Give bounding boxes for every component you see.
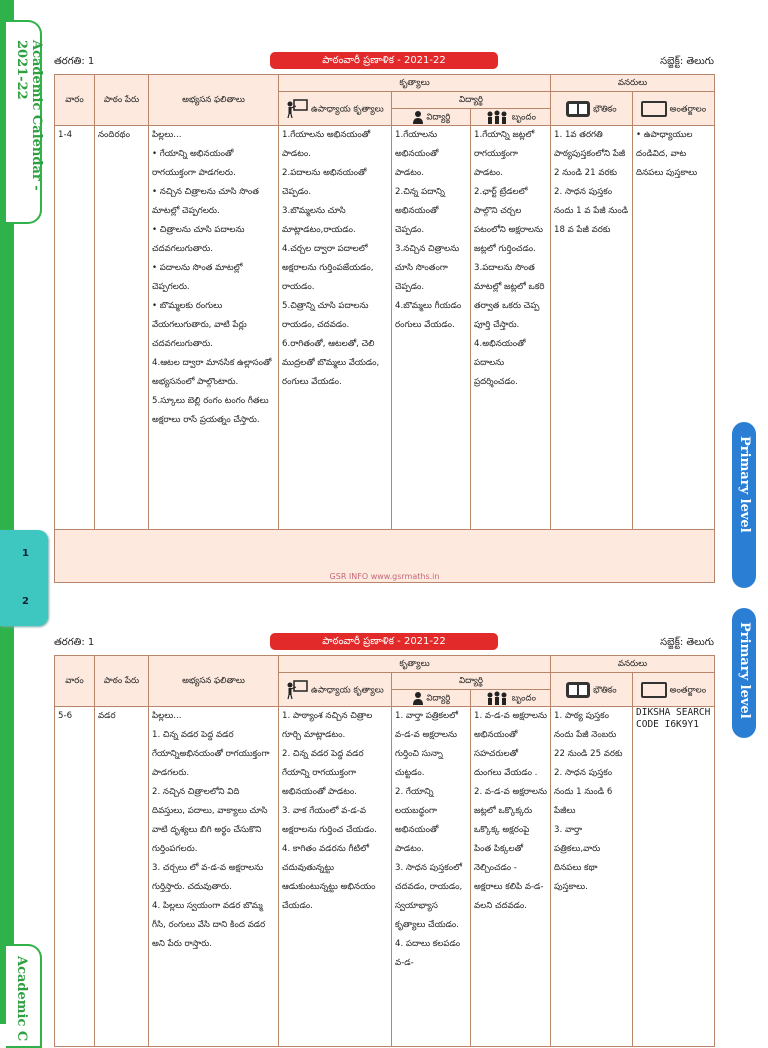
group-item: 2.ఛార్ట్ ట్రేడలలో పాల్గొని చర్చల పటంలోని అక్షరాలను జట్లలో గుర్తించడం. <box>474 187 544 254</box>
col-students: విద్యార్థి <box>392 673 551 690</box>
col-resources: వనరులు <box>551 75 715 92</box>
individual-item: 4. పదాలు కలపడం వ-డ- <box>395 939 461 968</box>
physical-label: భౌతికం <box>593 685 617 695</box>
teacher-activities-cell <box>279 707 392 1047</box>
teacher-board-icon <box>286 680 308 700</box>
col-week: వారం <box>55 656 95 707</box>
lesson-plan-section-1 <box>54 52 714 583</box>
col-week: వారం <box>55 75 95 126</box>
group-label: బృందం <box>511 112 536 123</box>
student-icon <box>412 691 424 705</box>
col-students: విద్యార్థి <box>392 92 551 109</box>
individual-item: 4.బొమ్మలు గీయడం రంగులు వేయడం. <box>395 301 462 330</box>
outcome-item: • చిత్రాలను చూసి పదాలను చదవగలుగుతారు. <box>152 225 245 254</box>
teacher-activity-item: 1. పాఠ్యాంశ నచ్చిన చిత్రాల గూర్చి మాట్లాడటం. <box>282 711 373 740</box>
book-icon <box>566 101 590 117</box>
col-activities: కృత్యాలు <box>279 656 551 673</box>
section-header <box>54 633 714 655</box>
individual-item: 1.గేయాలను అభినయంతో పాడటం. <box>395 130 439 178</box>
col-outcomes: అభ్యసన ఫలితాలు <box>149 75 279 126</box>
section-header <box>54 52 714 74</box>
physical-item: 3. వార్తా పత్రికలు,వారు దినపలు కథా పుస్తకాలు. <box>554 825 601 892</box>
outcome-item: 1. చిన్న వడర పెద్ద వడర గేయాన్నిఅభినయంతో రాగయుక్తంగా పాడగలరు. <box>152 730 270 778</box>
col-teacher-activities <box>279 92 392 126</box>
individual-item: 3.నచ్చిన చిత్రాలను చూసి సొంతంగా చెప్పడం. <box>395 244 460 292</box>
col-individual <box>392 690 471 707</box>
individual-label: విద్యార్థి <box>426 112 451 123</box>
calendar-side-tab <box>6 20 42 224</box>
col-group <box>471 690 551 707</box>
primary-level-tab-1 <box>732 422 756 588</box>
lesson-plan-table <box>54 74 715 583</box>
teacher-activity-item: 6.రాగితంతో, ఆటలతో, చెలి ముద్రలతో బొమ్మలు వేయడం, రంగులు వేయడం. <box>282 339 380 387</box>
outcome-item: • గేయాన్ని అభినయంతో రాగయుక్తంగా పాడగలరు. <box>152 149 236 178</box>
group-cell <box>471 707 551 1047</box>
lesson-plan-section-2 <box>54 633 714 1047</box>
teacher-activity-item: 4.చర్చల ద్వారా పదాలలో అక్షరాలను గుర్తింపజేయడం, రాయడం. <box>282 244 374 292</box>
outcome-item: • పదాలను సొంత మాటల్లో చెప్పగలరు. <box>152 263 243 292</box>
internet-item: • ఉపాధ్యాయుల దండివిద, వాట దినపలు పుస్తకాలు <box>636 130 698 178</box>
student-icon <box>412 110 424 124</box>
group-icon <box>485 110 509 124</box>
class-label: తరగతి: 1 <box>54 637 95 648</box>
diksha-code: DIKSHA SEARCH CODE I6K9Y1 <box>636 707 711 730</box>
plan-title: పాఠంవారీ ప్రణాళిక - 2021-22 <box>270 52 498 69</box>
group-icon <box>485 691 509 705</box>
internet-label: అంతర్జాలం <box>669 685 707 695</box>
outcome-item: 2. నచ్చిన చిత్రాలలోని విది దివస్తులు, పదాలు, వాక్యాలు చూసి వాటి దృశ్యలు బిగి అర్థం చేసుకొని గుర్తింపగలరు. <box>152 787 268 854</box>
outcome-item: • నచ్చిన చిత్రాలను చూసి సొంత మాటల్లో చెప్పగలరు. <box>152 187 259 216</box>
col-individual <box>392 109 471 126</box>
physical-item: 2. సాధన పుస్తకం నందు 1 నుండి 6 పేజీలు <box>554 768 613 816</box>
footer-credit: GSR INFO www.gsrmaths.in <box>329 572 440 581</box>
physical-cell <box>551 707 633 1047</box>
outcomes-intro: పిల్లలు... <box>152 130 182 140</box>
outcome-item: • బొమ్మలకు రంగులు వేయగలుగుతారు, వాటి పేర్లు చదవగలుగుతారు. <box>152 301 247 349</box>
table-row <box>55 126 715 530</box>
group-cell <box>471 126 551 530</box>
teacher-activity-item: 2.పదాలను అభినయంతో చెప్పడం. <box>282 168 367 197</box>
lesson-cell: నందిరథం <box>95 126 149 530</box>
col-lesson: పాఠం పేరు <box>95 75 149 126</box>
teacher-activities-cell <box>279 126 392 530</box>
subject-label: సబ్జెక్ట్: తెలుగు <box>660 56 714 67</box>
group-item: 3.పదాలను సొంత మాటల్లో జట్లలో ఒకరి తర్వాత ఒకరు చెప్ప పూర్తి చేస్తారు. <box>474 263 545 330</box>
physical-item: 1. పాఠ్య పుస్తకం నందు పేజీ నెంబరు 22 నుండి 25 వరకు <box>554 711 623 759</box>
individual-item: 1. వార్తా పత్రికలలో వ-డ-వ అక్షరాలను గుర్తించి సున్నా చుట్టడం. <box>395 711 458 778</box>
teacher-activities-label: ఉపాధ్యాయ కృత్యాలు <box>311 685 384 695</box>
page-tabs[interactable] <box>0 530 48 626</box>
teacher-activity-item: 3.బొమ్మలను చూసి మాట్లాడటం,రాయడం. <box>282 206 356 235</box>
col-internet <box>633 92 715 126</box>
outcomes-cell <box>149 707 279 1047</box>
page-tab-1[interactable]: 1 <box>22 548 29 559</box>
physical-cell <box>551 126 633 530</box>
primary-level-tab-2 <box>732 608 756 738</box>
col-group <box>471 109 551 126</box>
col-activities: కృత్యాలు <box>279 75 551 92</box>
col-teacher-activities <box>279 673 392 707</box>
outcomes-intro: పిల్లలు... <box>152 711 182 721</box>
calendar-side-tab-bottom <box>6 944 42 1048</box>
outcome-item: 4. పిల్లలు స్వయంగా వడర బొమ్మ గీసి, రంగులు వేసి దాని కింద వడర అని పేరు రాస్తారు. <box>152 901 266 949</box>
group-item: 1.గేయాన్ని జట్లలో రాగయుక్తంగా పాడటం. <box>474 130 535 178</box>
physical-label: భౌతికం <box>593 104 617 114</box>
outcome-item: 4.ఆటల ద్వారా మానసిక ఉల్లాసంతో అభ్యసనంలో పాల్గొంటారు. <box>152 358 272 387</box>
lesson-plan-table <box>54 655 715 1047</box>
col-outcomes: అభ్యసన ఫలితాలు <box>149 656 279 707</box>
col-lesson: పాఠం పేరు <box>95 656 149 707</box>
internet-cell <box>633 126 715 530</box>
notes-cell <box>55 530 715 583</box>
col-physical <box>551 673 633 707</box>
group-item: 2. వ-డ-వ అక్షరాలను జట్లలో ఒక్కొక్కరు ఒక్కొక్క అక్షరంపై పింత పిక్కలతో నెల్చించడం - అక్షరాలు కలిపి వ-డ-వలని చదవడం. <box>474 787 547 911</box>
individual-item: 2.చిన్న పదాన్ని అభినయంతో చెప్పడం. <box>395 187 445 235</box>
teacher-activity-item: 5.చిత్రాన్ని చూసి పదాలను రాయడం, చదవడం. <box>282 301 369 330</box>
computer-screen-icon <box>641 101 667 117</box>
primary-level-label-2: Primary level <box>737 622 752 719</box>
computer-screen-icon <box>641 682 667 698</box>
outcome-item: 5.స్కూలు బెల్లి రంగం టంగం గీతలు అక్షరాలు రాసే ప్రయత్నం చేస్తారు. <box>152 396 269 425</box>
page-tab-2[interactable]: 2 <box>22 596 29 607</box>
week-cell: 1-4 <box>55 126 95 530</box>
book-icon <box>566 682 590 698</box>
primary-level-label-1: Primary level <box>737 436 752 533</box>
group-item: 1. వ-డ-వ అక్షరాలను అభినయంతో సహచరులతో దుంగలు వేయడం . <box>474 711 547 778</box>
notes-row <box>55 530 715 583</box>
lesson-cell: వడర <box>95 707 149 1047</box>
col-physical <box>551 92 633 126</box>
individual-label: విద్యార్థి <box>426 693 451 704</box>
subject-label: సబ్జెక్ట్: తెలుగు <box>660 637 714 648</box>
teacher-activity-item: 4. కాగితం వడరను గీటిలో చదువుతున్నట్టు ఆడుకుంటున్నట్టు అభినయం చేయడం. <box>282 844 376 911</box>
internet-label: అంతర్జాలం <box>669 104 707 114</box>
teacher-activity-item: 1.గేయాలను అభినయంతో పాడటం. <box>282 130 371 159</box>
individual-item: 3. సాధన పుస్తకంలో చదవడం, రాయడం, స్వయాభ్యాస కృత్యాలు చేయడం. <box>395 863 463 930</box>
col-resources: వనరులు <box>551 656 715 673</box>
table-row <box>55 707 715 1047</box>
individual-cell <box>392 707 471 1047</box>
class-label: తరగతి: 1 <box>54 56 95 67</box>
individual-cell <box>392 126 471 530</box>
outcomes-cell <box>149 126 279 530</box>
week-cell: 5-6 <box>55 707 95 1047</box>
teacher-activity-item: 2. చిన్న వడర పెద్ద వడర గేయాన్ని రాగయుక్తంగా అభినయంతో పాడటం. <box>282 749 364 797</box>
physical-item: 2. సాధన పుస్తకం నందు 1 వ పేజీ నుండి 18 వ పేజీ వరకు <box>554 187 629 235</box>
plan-title: పాఠంవారీ ప్రణాళిక - 2021-22 <box>270 633 498 650</box>
group-label: బృందం <box>511 693 536 704</box>
teacher-activities-label: ఉపాధ్యాయ కృత్యాలు <box>311 104 384 114</box>
physical-item: 1. 1వ తరగతి పాఠ్యపుస్తకంలోని పేజీ 2 నుండి 21 వరకు <box>554 130 626 178</box>
outcome-item: 3. చర్చలు లో వ-డ-వ అక్షరాలను గుర్తిస్తారు. చదువుతారు. <box>152 863 264 892</box>
teacher-activity-item: 3. వాక గేయంలో వ-డ-వ అక్షరాలను గుర్తించ చేయడం. <box>282 806 377 835</box>
calendar-side-label-bottom: Academic C <box>14 956 29 1042</box>
group-item: 4.అభినయంతో పదాలను ప్రదర్శించడం. <box>474 339 526 387</box>
individual-item: 2. గేయాన్ని లయబద్ధంగా అభినయంతో పాడటం. <box>395 787 439 854</box>
col-internet <box>633 673 715 707</box>
internet-cell <box>633 707 715 1047</box>
calendar-side-label: Academic Calendar - 2021-22 <box>14 40 44 191</box>
teacher-board-icon <box>286 99 308 119</box>
